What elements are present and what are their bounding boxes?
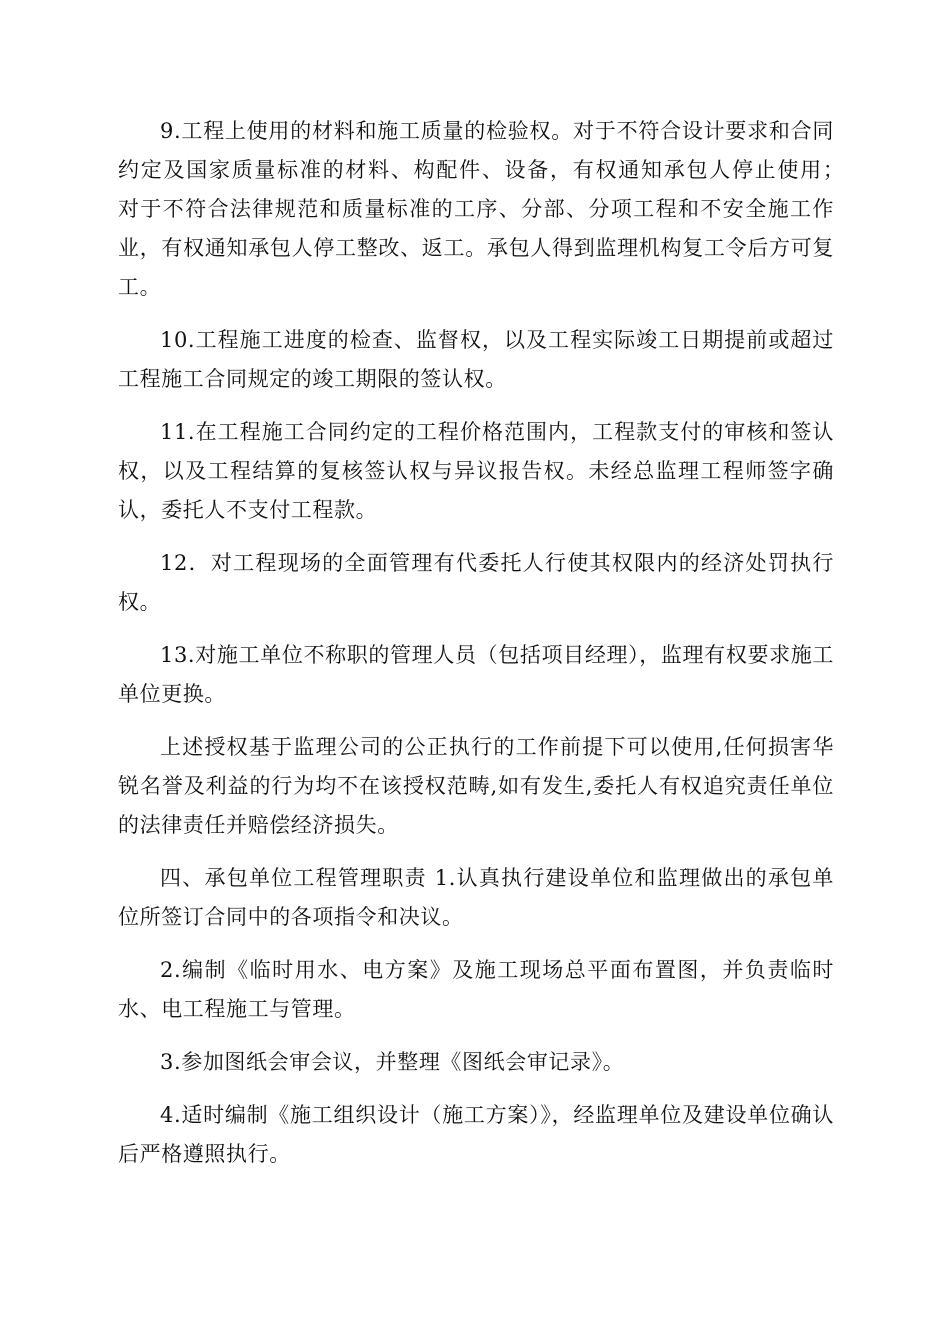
paragraph-item-12: 12．对工程现场的全面管理有代委托人行使其权限内的经济处罚执行权。	[118, 551, 834, 614]
paragraph-section-four-item-4: 4.适时编制《施工组织设计（施工方案）》，经监理单位及建设单位确认后严格遵照执行。	[118, 1103, 834, 1166]
paragraph-item-9: 9.工程上使用的材料和施工质量的检验权。对于不符合设计要求和合同约定及国家质量标准的材料、构配件、设备，有权通知承包人停止使用； 对于不符合法律规范和质量标准的工序、分部、分项工程和不安全施工作业，有权通知承包人停工整改、返工。承包人得到监理机构复工令后方可复工。	[118, 119, 856, 299]
paragraph-item-11: 11.在工程施工合同约定的工程价格范围内，工程款支付的审核和签认权，以及工程结算的复核签认权与异议报告权。未经总监理工程师签字确认，委托人不支付工程款。	[118, 420, 834, 522]
document-body	[118, 112, 856, 1188]
paragraph-authorization-note: 上述授权基于监理公司的公正执行的工作前提下可以使用,任何损害华锐名誉及利益的行为均不在该授权范畴,如有发生,委托人有权追究责任单位的法律责任并赔偿经济损失。	[118, 735, 834, 837]
paragraph-section-four-item-3: 3.参加图纸会审会议，并整理《图纸会审记录》。	[160, 1050, 625, 1074]
paragraph-section-four-item-2: 2.编制《临时用水、电方案》及施工现场总平面布置图，并负责临时水、电工程施工与管理。	[118, 958, 834, 1021]
paragraph-item-13: 13.对施工单位不称职的管理人员（包括项目经理），监理有权要求施工单位更换。	[118, 643, 834, 706]
paragraph-item-10: 10.工程施工进度的检查、监督权，以及工程实际竣工日期提前或超过工程施工合同规定的竣工期限的签认权。	[118, 328, 834, 391]
paragraph-section-four-item-1: 四、承包单位工程管理职责 1.认真执行建设单位和监理做出的承包单位所签订合同中的各项指令和决议。	[118, 866, 834, 929]
